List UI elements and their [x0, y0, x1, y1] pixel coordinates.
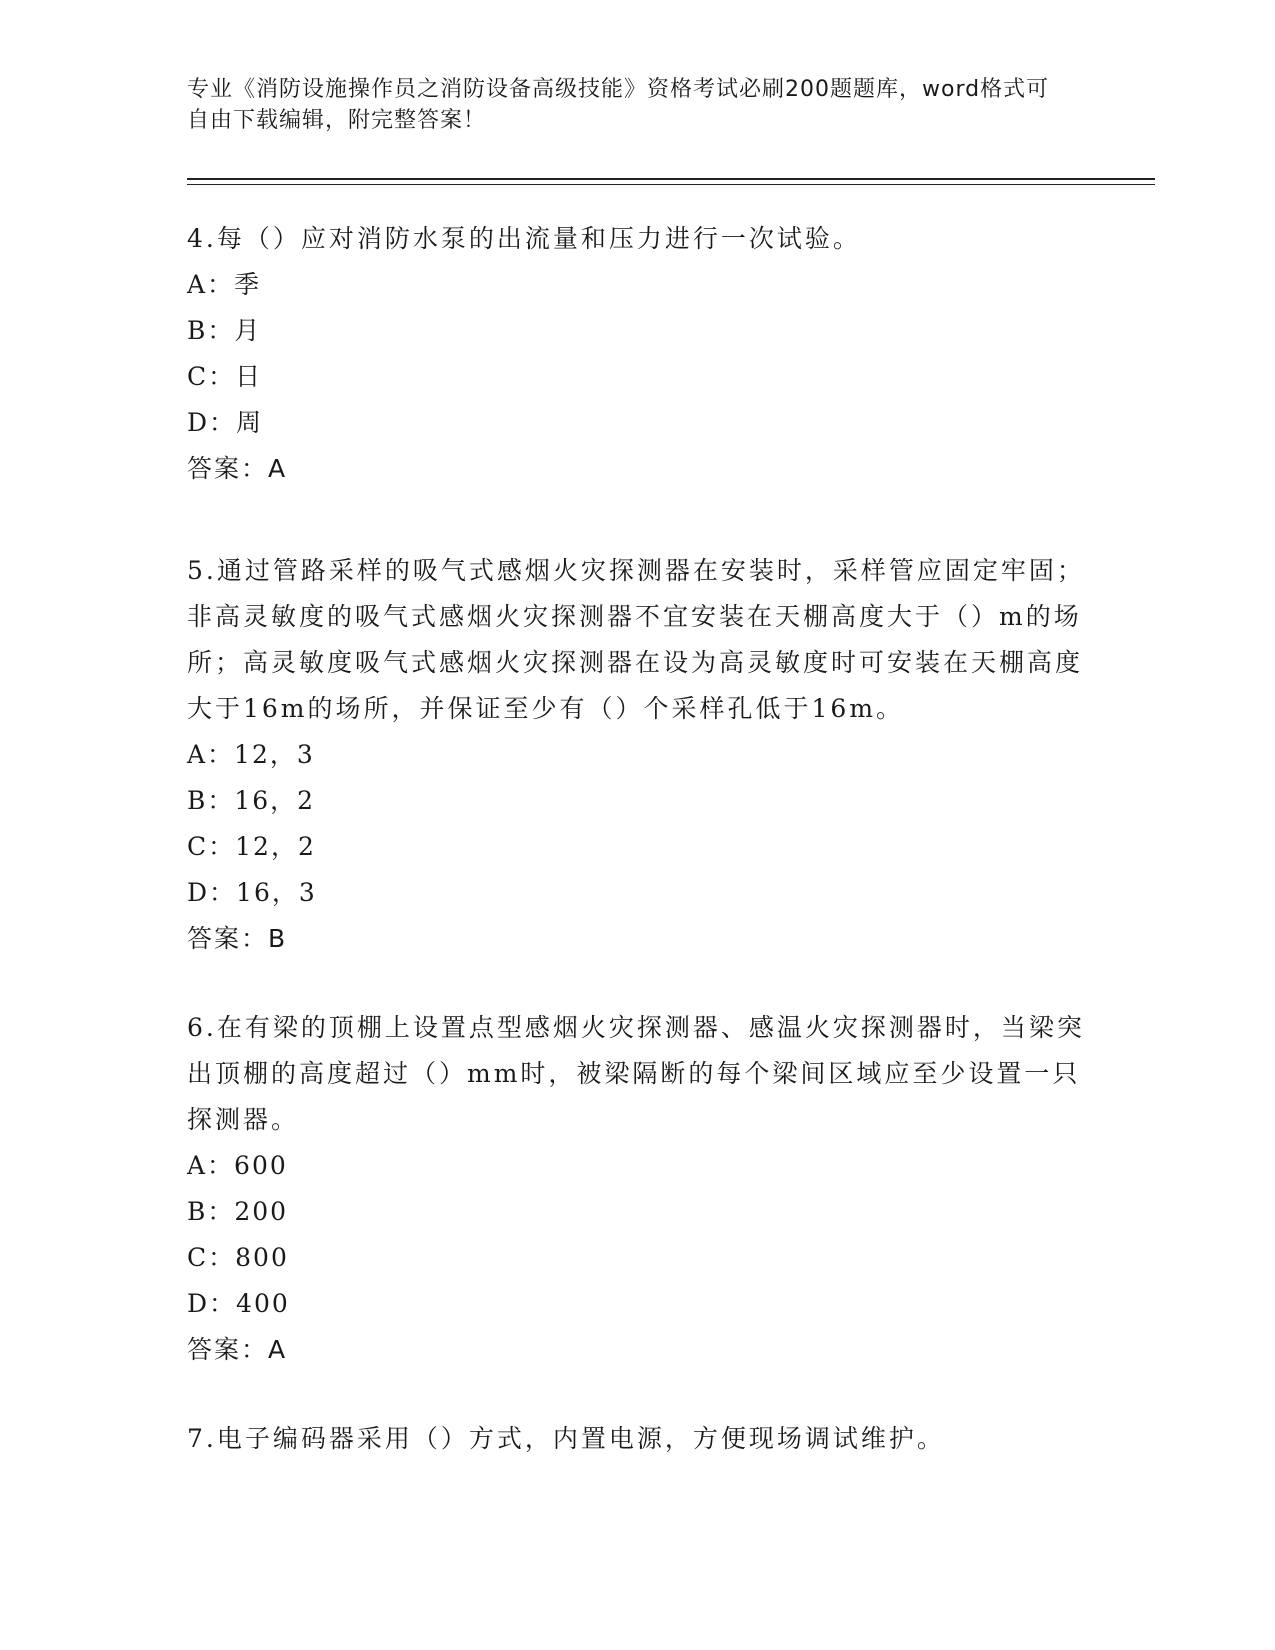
answer: 答案：B [187, 924, 288, 953]
option-d: D：400 [187, 1289, 290, 1318]
question-text: 6.在有梁的顶棚上设置点型感烟火灾探测器、感温火灾探测器时，当梁突出顶棚的高度超过（）mm时，被梁隔断的每个梁间区域应至少设置一只探测器。 [187, 1013, 1085, 1134]
option-b: B：月 [187, 316, 262, 345]
answer: 答案：A [187, 454, 288, 483]
question-4 [187, 216, 1087, 492]
option-d: D：16，3 [187, 878, 317, 907]
option-d: D：周 [187, 408, 264, 437]
option-a: A：12，3 [187, 740, 315, 769]
option-a: A：季 [187, 270, 262, 299]
question-text: 7.电子编码器采用（）方式，内置电源，方便现场调试维护。 [187, 1424, 945, 1453]
question-5 [187, 548, 1087, 962]
question-6 [187, 1005, 1087, 1373]
question-7 [187, 1416, 1087, 1462]
question-text: 4.每（）应对消防水泵的出流量和压力进行一次试验。 [187, 224, 861, 253]
question-text: 5.通过管路采样的吸气式感烟火灾探测器在安装时，采样管应固定牢固；非高灵敏度的吸气式感烟火灾探测器不宜安装在天棚高度大于（）m的场所；高灵敏度吸气式感烟火灾探测器在设为高灵敏度时可安装在天棚高度大于16m的场所，并保证至少有（）个采样孔低于16m。 [187, 556, 1085, 723]
option-c: C：800 [187, 1243, 289, 1272]
option-c: C：12，2 [187, 832, 316, 861]
option-b: B：16，2 [187, 786, 316, 815]
answer: 答案：A [187, 1335, 288, 1364]
option-c: C：日 [187, 362, 263, 391]
header-title: 专业《消防设施操作员之消防设备高级技能》资格考试必刷200题题库，word格式可自由下载编辑，附完整答案！ [187, 77, 1050, 133]
option-a: A：600 [187, 1151, 288, 1180]
document-header [187, 74, 1057, 136]
option-b: B：200 [187, 1197, 289, 1226]
header-rule-thick [187, 178, 1155, 180]
header-rule-thin [187, 184, 1155, 185]
